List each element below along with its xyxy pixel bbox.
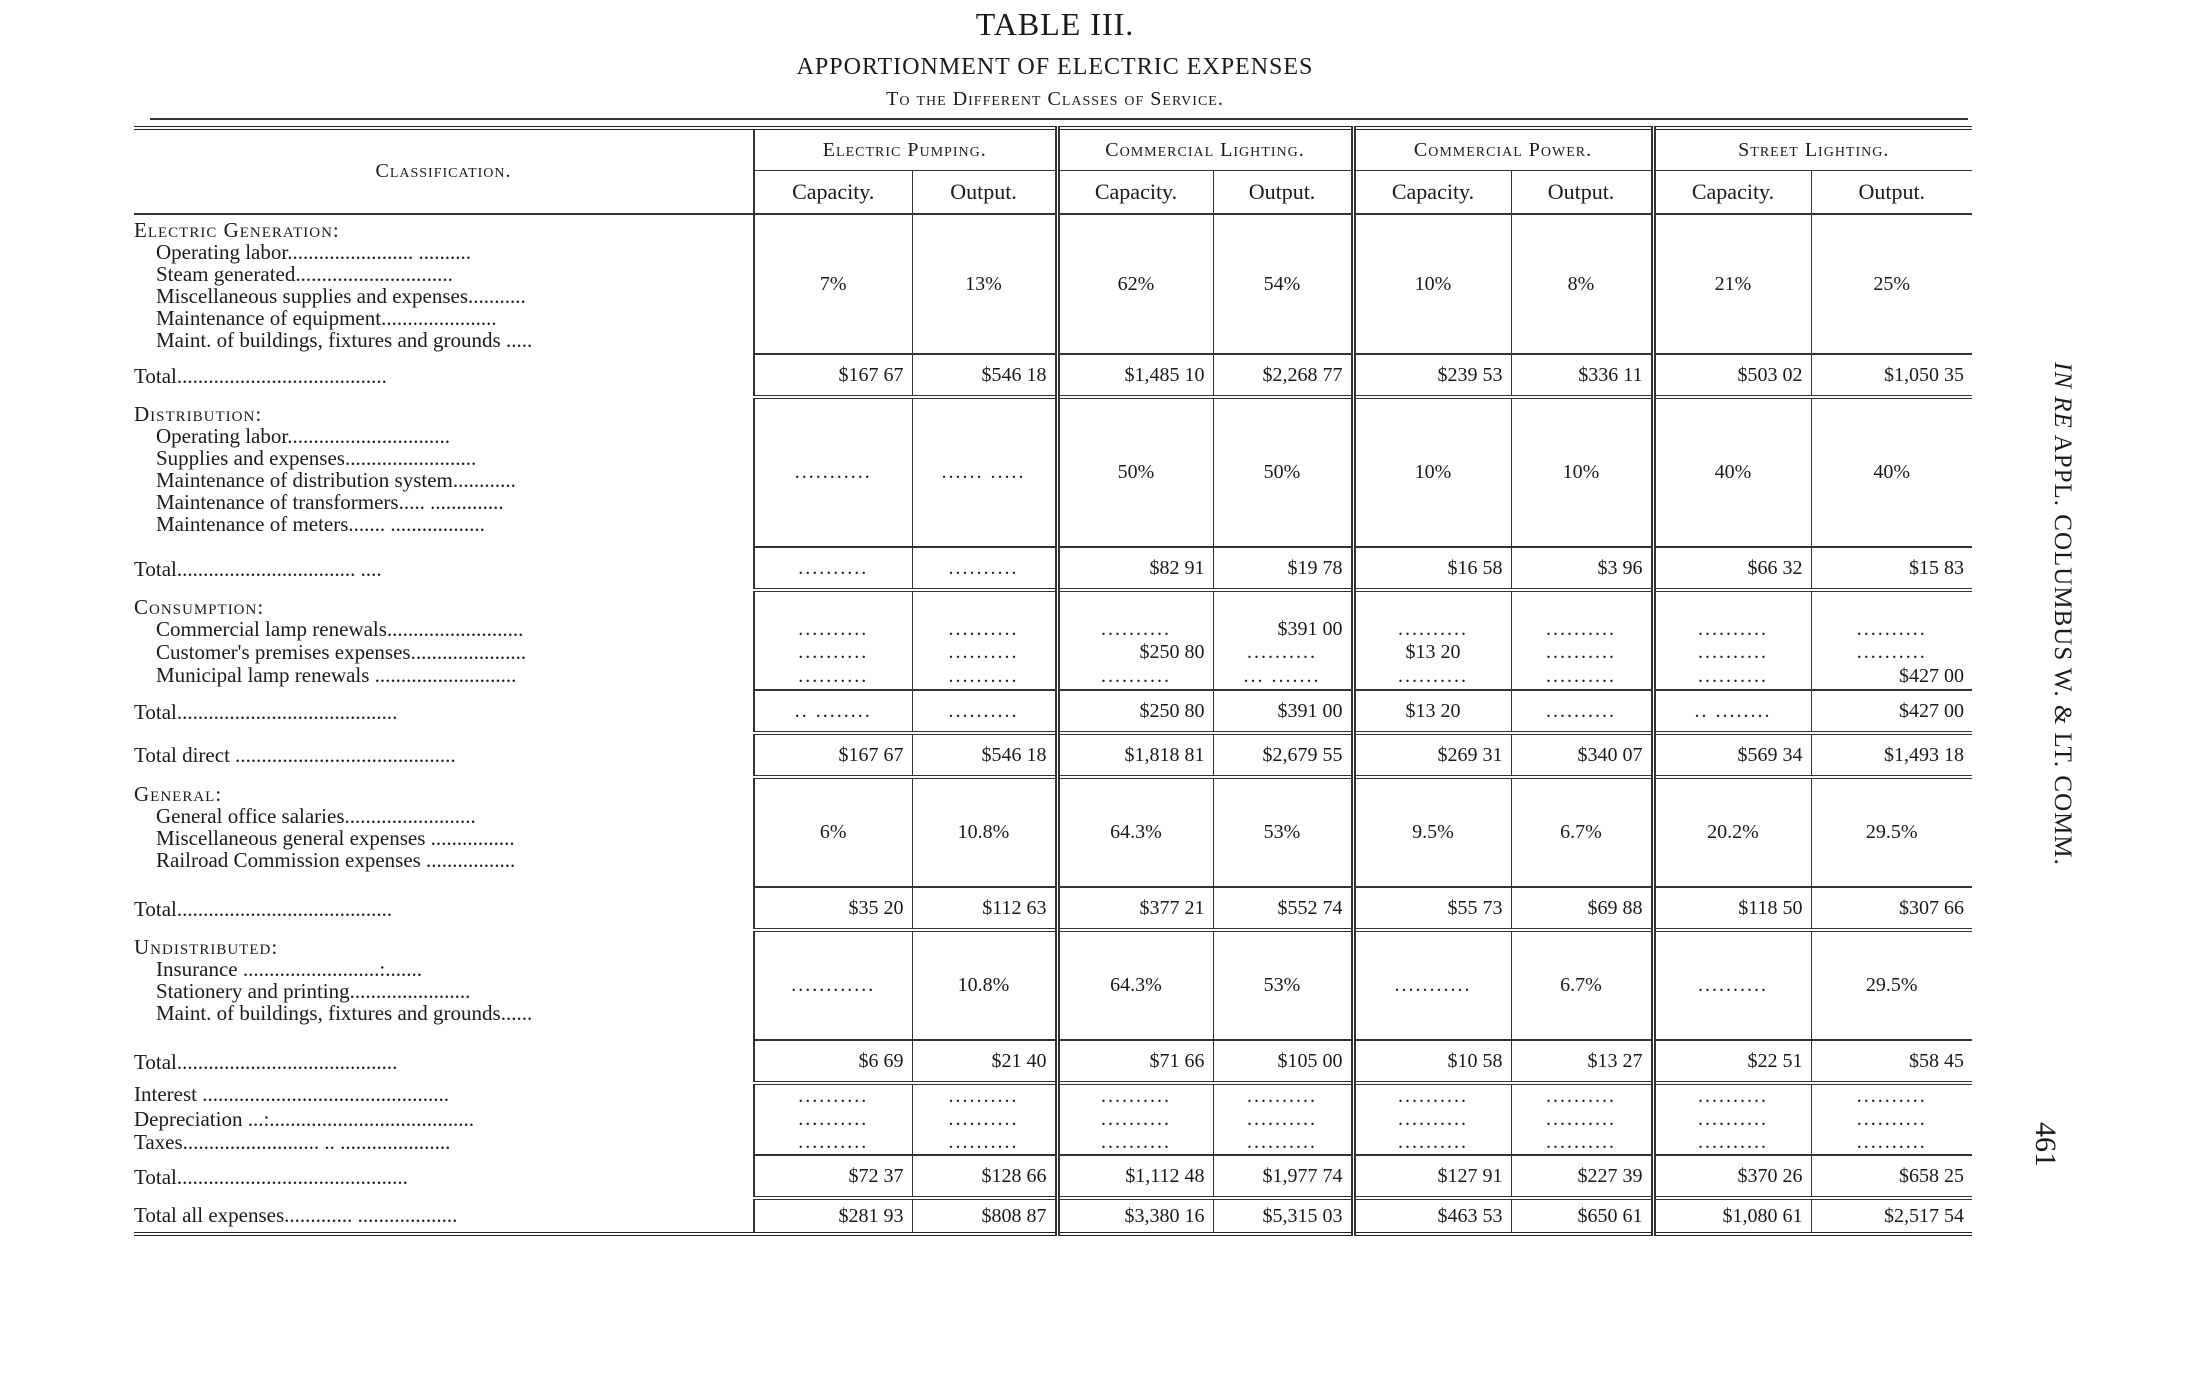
group-commercial-power: Commercial Power. — [1353, 128, 1653, 171]
subhead-output: Output. — [1213, 171, 1353, 215]
total-cell: $269 31 — [1353, 733, 1511, 777]
total-cell: $19 78 — [1213, 547, 1353, 590]
value-cell: $427 00 — [1811, 664, 1972, 690]
value-cell: 40% — [1811, 397, 1972, 547]
consumption-row — [134, 641, 1972, 664]
total-cell: $281 93 — [754, 1198, 912, 1234]
total-cell: $58 45 — [1811, 1040, 1972, 1083]
total-cell: $391 00 — [1213, 690, 1353, 733]
total-cell: $167 67 — [754, 733, 912, 777]
value-cell: 29.5% — [1811, 930, 1972, 1040]
total-cell: $21 40 — [912, 1040, 1057, 1083]
total-cell: $35 20 — [754, 887, 912, 930]
value-cell: .......... — [754, 664, 912, 690]
value-cell: .......... — [1353, 664, 1511, 690]
total-cell: $546 18 — [912, 733, 1057, 777]
section-title: Distribution: — [134, 402, 263, 426]
line-item: Operating labor............................... — [156, 424, 450, 448]
total-cell: $552 74 — [1213, 887, 1353, 930]
total-row — [134, 354, 1972, 397]
value-cell: 6.7% — [1511, 930, 1653, 1040]
total-direct-row — [134, 733, 1972, 777]
subhead-output: Output. — [1811, 171, 1972, 215]
subhead-capacity: Capacity. — [1057, 171, 1213, 215]
line-item: Maintenance of transformers..... .............. — [156, 490, 504, 514]
value-cell: .......... — [1653, 641, 1811, 664]
value-cell: .......... — [1057, 664, 1213, 690]
total-cell: $250 80 — [1057, 690, 1213, 733]
running-head-italic: IN RE — [2049, 362, 2076, 429]
value-cell: .......... — [754, 618, 912, 641]
total-cell: $503 02 — [1653, 354, 1811, 397]
value-cell: 64.3% — [1057, 930, 1213, 1040]
total-cell: $1,977 74 — [1213, 1155, 1353, 1198]
total-cell: $1,485 10 — [1057, 354, 1213, 397]
total-cell: $71 66 — [1057, 1040, 1213, 1083]
subhead-capacity: Capacity. — [1653, 171, 1811, 215]
value-cell: 50% — [1057, 397, 1213, 547]
line-item: Customer's premises expenses...................... — [156, 641, 527, 664]
total-cell: $6 69 — [754, 1040, 912, 1083]
misc-row: Depreciation ...:....................................... .......... .......... .......... .......... .......... .......... .......... .......... — [134, 1108, 1972, 1131]
total-cell: .......... — [912, 690, 1057, 733]
value-cell: $250 80 — [1057, 641, 1213, 664]
value-cell: 40% — [1653, 397, 1811, 547]
section-distribution — [134, 397, 1972, 547]
value-cell: .......... — [1811, 618, 1972, 641]
section-label-cell — [134, 590, 754, 618]
page-number: 461 — [2029, 1122, 2062, 1167]
total-cell: $1,112 48 — [1057, 1155, 1213, 1198]
total-cell: $66 32 — [1653, 547, 1811, 590]
total-cell: $22 51 — [1653, 1040, 1811, 1083]
total-cell: $808 87 — [912, 1198, 1057, 1234]
total-cell: $1,818 81 — [1057, 733, 1213, 777]
total-cell: $650 61 — [1511, 1198, 1653, 1234]
line-item: Commercial lamp renewals.......................... — [156, 618, 524, 641]
section-general — [134, 777, 1972, 887]
section-consumption-title — [134, 590, 1972, 618]
value-cell: .......... — [1057, 618, 1213, 641]
line-item: Miscellaneous general expenses ................ — [156, 826, 515, 850]
top-rule — [150, 118, 1968, 120]
group-street-lighting: Street Lighting. — [1653, 128, 1972, 171]
total-all-expenses-label: Total all expenses............. ................... — [134, 1203, 458, 1227]
total-all-expenses-row — [134, 1198, 1972, 1234]
value-cell: .......... — [912, 664, 1057, 690]
value-cell: 7% — [754, 214, 912, 354]
total-cell: $227 39 — [1511, 1155, 1653, 1198]
table-subtitle: APPORTIONMENT OF ELECTRIC EXPENSES — [796, 54, 1314, 80]
total-cell: $10 58 — [1353, 1040, 1511, 1083]
section-title: Consumption: — [134, 595, 265, 618]
line-item: Operating labor........................ .......... — [156, 240, 471, 264]
running-head-text: APPL. COLUMBUS W. & LT. COMM. — [2049, 428, 2076, 866]
subhead-capacity: Capacity. — [754, 171, 912, 215]
total-cell: $239 53 — [1353, 354, 1511, 397]
group-commercial-lighting: Commercial Lighting. — [1057, 128, 1353, 171]
total-cell: .. ........ — [754, 690, 912, 733]
line-item: Maintenance of distribution system............ — [156, 468, 516, 492]
line-item: Steam generated.............................. — [156, 262, 453, 286]
value-cell: 21% — [1653, 214, 1811, 354]
value-cell: $391 00 — [1213, 618, 1353, 641]
total-cell: $427 00 — [1811, 690, 1972, 733]
value-cell: 10% — [1353, 397, 1511, 547]
value-cell: .......... — [912, 618, 1057, 641]
total-cell: $13 20 — [1353, 690, 1511, 733]
total-label: Total............................................ — [134, 1164, 408, 1189]
line-item: Insurance ..........................:....... — [156, 957, 422, 981]
section-label-cell — [134, 214, 754, 354]
value-cell: 62% — [1057, 214, 1213, 354]
total-cell: $72 37 — [754, 1155, 912, 1198]
line-item: Maint. of buildings, fixtures and grounds...... — [156, 1001, 533, 1025]
table-subtitle-secondary: To the Different Classes of Service. — [886, 88, 1224, 110]
value-cell: 53% — [1213, 930, 1353, 1040]
section-label-cell — [134, 777, 754, 887]
value-cell: .......... — [1213, 641, 1353, 664]
total-cell: $167 67 — [754, 354, 912, 397]
total-cell: $5,315 03 — [1213, 1198, 1353, 1234]
value-cell: .......... — [1511, 641, 1653, 664]
total-cell: $2,679 55 — [1213, 733, 1353, 777]
total-row — [134, 547, 1972, 590]
total-cell: $118 50 — [1653, 887, 1811, 930]
total-cell: $112 63 — [912, 887, 1057, 930]
total-cell: $105 00 — [1213, 1040, 1353, 1083]
line-item: General office salaries......................... — [156, 804, 476, 828]
table-title: TABLE III. — [975, 6, 1135, 42]
value-cell: 13% — [912, 214, 1057, 354]
value-cell: 53% — [1213, 777, 1353, 887]
total-cell: .......... — [912, 547, 1057, 590]
total-cell: $1,080 61 — [1653, 1198, 1811, 1234]
value-cell: 6.7% — [1511, 777, 1653, 887]
total-cell: $2,517 54 — [1811, 1198, 1972, 1234]
line-item-cell — [134, 1108, 754, 1131]
total-cell: $370 26 — [1653, 1155, 1811, 1198]
line-item-cell — [134, 641, 754, 664]
total-cell: $3,380 16 — [1057, 1198, 1213, 1234]
value-cell: ........... — [754, 397, 912, 547]
value-cell: ........... — [1353, 930, 1511, 1040]
section-label-cell — [134, 930, 754, 1040]
total-cell: $658 25 — [1811, 1155, 1972, 1198]
total-row — [134, 690, 1972, 733]
total-cell: $569 34 — [1653, 733, 1811, 777]
value-cell: 10.8% — [912, 777, 1057, 887]
total-cell: .. ........ — [1653, 690, 1811, 733]
line-item: Maintenance of equipment...................... — [156, 306, 497, 330]
line-item-cell — [134, 618, 754, 641]
total-label: Total......................................... — [134, 896, 393, 921]
section-undistributed — [134, 930, 1972, 1040]
line-item: Miscellaneous supplies and expenses........... — [156, 284, 526, 308]
total-cell: $15 83 — [1811, 547, 1972, 590]
total-cell: $2,268 77 — [1213, 354, 1353, 397]
subhead-output: Output. — [1511, 171, 1653, 215]
value-cell: 20.2% — [1653, 777, 1811, 887]
total-cell: .......... — [1511, 690, 1653, 733]
value-cell: 54% — [1213, 214, 1353, 354]
line-item: Interest ............................................... — [134, 1083, 449, 1106]
misc-row: Interest ............................................... .......... .......... .......... .......... .......... .......... .......... .......... — [134, 1083, 1972, 1108]
total-cell: $82 91 — [1057, 547, 1213, 590]
total-cell: $55 73 — [1353, 887, 1511, 930]
total-cell: $1,050 35 — [1811, 354, 1972, 397]
line-item: Stationery and printing....................... — [156, 979, 471, 1003]
consumption-row — [134, 618, 1972, 641]
section-title: Undistributed: — [134, 935, 279, 959]
subhead-output: Output. — [912, 171, 1057, 215]
value-cell: .......... — [1811, 641, 1972, 664]
expense-table — [134, 126, 1972, 1236]
value-cell: $13 20 — [1353, 641, 1511, 664]
section-label-cell — [134, 397, 754, 547]
line-item-cell — [134, 1083, 754, 1108]
line-item: Municipal lamp renewals ........................... — [156, 664, 517, 687]
line-item: Maintenance of meters....... .................. — [156, 512, 485, 536]
line-item: Supplies and expenses......................... — [156, 446, 477, 470]
line-item: Depreciation ...:....................................... — [134, 1108, 475, 1131]
line-item-cell — [134, 1131, 754, 1155]
value-cell: ............ — [754, 930, 912, 1040]
subhead-capacity: Capacity. — [1353, 171, 1511, 215]
total-label: Total.......................................... — [134, 1049, 398, 1074]
value-cell: ...... ..... — [912, 397, 1057, 547]
value-cell: .......... — [754, 641, 912, 664]
section-electric-generation — [134, 214, 1972, 354]
misc-row: Taxes.......................... .. ..................... .......... .......... .......... .......... .......... .......... .......... .......... — [134, 1131, 1972, 1155]
total-cell: $127 91 — [1353, 1155, 1511, 1198]
value-cell: 10% — [1511, 397, 1653, 547]
running-head — [2036, 362, 2076, 982]
value-cell: 9.5% — [1353, 777, 1511, 887]
classification-header: Classification. — [134, 128, 754, 214]
section-title: General: — [134, 782, 223, 806]
value-cell: .......... — [912, 641, 1057, 664]
value-cell: 25% — [1811, 214, 1972, 354]
line-item: Taxes.......................... .. ..................... — [134, 1131, 451, 1154]
total-cell: $1,493 18 — [1811, 733, 1972, 777]
value-cell: .......... — [1653, 664, 1811, 690]
group-header-row — [134, 128, 1972, 171]
total-cell: $340 07 — [1511, 733, 1653, 777]
total-label: Total.................................. .... — [134, 556, 382, 581]
total-cell: $128 66 — [912, 1155, 1057, 1198]
value-cell: 50% — [1213, 397, 1353, 547]
value-cell: .......... — [1511, 618, 1653, 641]
value-cell: 6% — [754, 777, 912, 887]
section-title: Electric Generation: — [134, 218, 340, 242]
total-cell: $336 11 — [1511, 354, 1653, 397]
value-cell: 64.3% — [1057, 777, 1213, 887]
total-cell: $16 58 — [1353, 547, 1511, 590]
total-cell: $307 66 — [1811, 887, 1972, 930]
group-electric-pumping: Electric Pumping. — [754, 128, 1057, 171]
total-row — [134, 1040, 1972, 1083]
value-cell: .......... — [1353, 618, 1511, 641]
value-cell: 8% — [1511, 214, 1653, 354]
total-cell: $463 53 — [1353, 1198, 1511, 1234]
total-cell: $69 88 — [1511, 887, 1653, 930]
total-cell: $13 27 — [1511, 1040, 1653, 1083]
value-cell: .......... — [1653, 618, 1811, 641]
line-item: Railroad Commission expenses ................. — [156, 848, 516, 872]
value-cell: ... ....... — [1213, 664, 1353, 690]
line-item: Maint. of buildings, fixtures and grounds ..... — [156, 328, 533, 352]
total-cell: $377 21 — [1057, 887, 1213, 930]
value-cell: .......... — [1511, 664, 1653, 690]
total-cell: .......... — [754, 547, 912, 590]
value-cell: .......... — [1653, 930, 1811, 1040]
total-cell: $546 18 — [912, 354, 1057, 397]
total-row — [134, 1155, 1972, 1198]
total-label: Total........................................ — [134, 363, 387, 388]
value-cell: 10.8% — [912, 930, 1057, 1040]
total-label: Total.......................................... — [134, 699, 398, 724]
value-cell: 29.5% — [1811, 777, 1972, 887]
line-item-cell — [134, 664, 754, 690]
total-cell: $3 96 — [1511, 547, 1653, 590]
consumption-row — [134, 664, 1972, 690]
total-direct-label: Total direct .......................................... — [134, 743, 456, 767]
value-cell: 10% — [1353, 214, 1511, 354]
total-row — [134, 887, 1972, 930]
